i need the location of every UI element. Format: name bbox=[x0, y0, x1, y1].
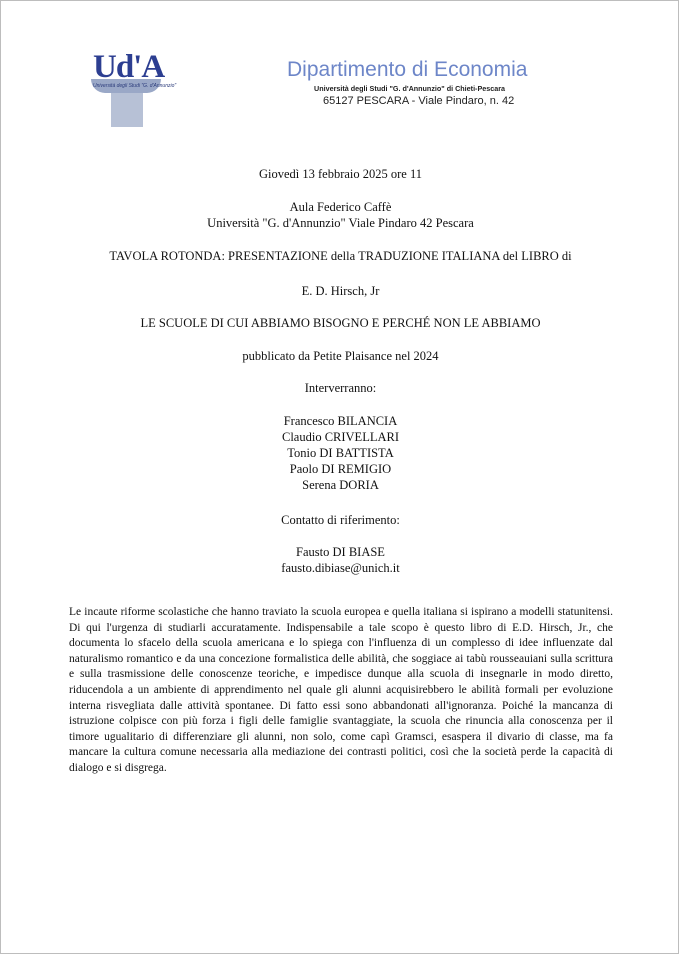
publisher-line: pubblicato da Petite Plaisance nel 2024 bbox=[242, 349, 439, 363]
logo-band-text: Università degli Studi "G. d'Annunzio" bbox=[93, 83, 177, 89]
event-type: TAVOLA ROTONDA: PRESENTAZIONE della TRADUZIONE ITALIANA del LIBRO di bbox=[109, 249, 572, 263]
speakers-label: Interverranno: bbox=[304, 381, 377, 395]
event-date: Giovedì 13 febbraio 2025 ore 11 bbox=[258, 167, 423, 181]
contact-email[interactable]: fausto.dibiase@unich.it bbox=[281, 561, 400, 575]
speaker-name: Claudio CRIVELLARI bbox=[281, 430, 399, 444]
speaker-name: Tonio DI BATTISTA bbox=[287, 446, 394, 460]
contact-name: Fausto DI BIASE bbox=[296, 545, 385, 559]
logo-text: Ud'A bbox=[93, 49, 165, 85]
speaker-name: Francesco BILANCIA bbox=[283, 414, 398, 428]
venue-line-2: Università "G. d'Annunzio" Viale Pindaro 42 Pescara bbox=[207, 216, 474, 230]
speaker-name: Serena DORIA bbox=[302, 478, 379, 492]
university-logo bbox=[89, 49, 177, 129]
venue-line-1: Aula Federico Caffè bbox=[289, 200, 392, 214]
university-name: Università degli Studi "G. d'Annunzio" di Chieti-Pescara bbox=[314, 84, 506, 93]
department-title: Dipartimento di Economia bbox=[287, 58, 528, 81]
book-title: LE SCUOLE DI CUI ABBIAMO BISOGNO E PERCHÉ NON LE ABBIAMO bbox=[140, 316, 541, 330]
speaker-name: Paolo DI REMIGIO bbox=[289, 462, 392, 476]
contact-label: Contatto di riferimento: bbox=[281, 513, 400, 527]
department-address: 65127 PESCARA - Viale Pindaro, n. 42 bbox=[323, 95, 515, 107]
abstract-paragraph: Le incaute riforme scolastiche che hanno traviato la scuola europea e quella italiana si ispirano a modelli statunitensi. Di qui l'urgenza di studiarli accuratamente. Indispensabile a tale scopo è questo libro di E.D. Hirsch, Jr., che documenta lo sfacelo della scuola americana e lo spiega con l'influenza di un complesso di idee influenzate dal naturalismo romantico e da una concezione formalistica delle abilità, che soggiace ai tabù rousseauiani sulla scrittura e sulla trasmissione delle conoscenze teoriche, e impedisce dunque alla scuola di insegnarle in modo diretto, riducendola a un ambiente di apprendimento nel quale gli alunni acquisirebbero le abilità formali per evoluzione interna risvegliata dalle attività spontanee. Di fatto essi sono abbandonati all'ignoranza. Poiché la mancanza di istruzione colpisce con più forza i figli delle famiglie svantaggiate, la scuola che rinuncia alla conoscenza per il timore ugualitario di differenziare gli alunni, non solo, come capì Gramsci, esaspera il divario di classe, ma fa mancare la cultura comune necessaria alla mediazione dei contrasti politici, così che la società perde la capacità di dialogo e si disgrega. bbox=[69, 606, 613, 774]
book-author: E. D. Hirsch, Jr bbox=[301, 284, 380, 298]
